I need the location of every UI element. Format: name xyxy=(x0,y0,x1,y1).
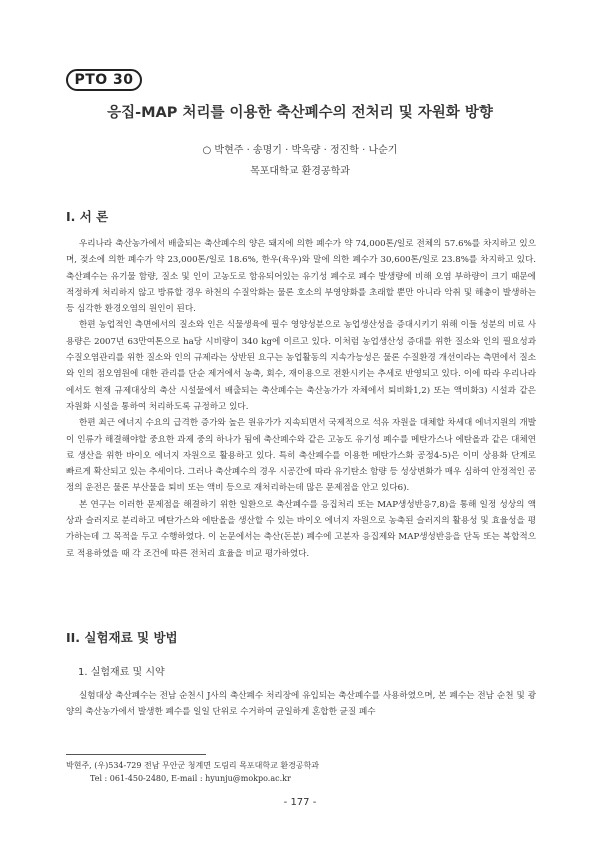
footnote-address: 박현주, (우)534-729 전남 무안군 청계면 도림리 목포대학교 환경공학과 xyxy=(66,761,320,770)
author-list: ○ 박현주 · 송명기 · 박욱량 · 정진학 · 나순기 xyxy=(202,145,398,156)
footnote-divider xyxy=(66,754,206,755)
paper-title: 응집-MAP 처리를 이용한 축산폐수의 전처리 및 자원화 방향 xyxy=(107,105,493,121)
affiliation: 목포대학교 환경공학과 xyxy=(250,166,350,177)
paragraph: 한편 농업적인 측면에서의 질소와 인은 식물생육에 필수 영양성분으로 농업생산성을 증대시키기 위해 이들 성분의 비료 사용량은 2007년 63만여톤으로 ha당 시비량이 340 kg에 이르고 있다. 이처럼 농업생산성 증대를 위한 질소와 인의 필요성과 수질오염관리를 위한 질소와 인의 규제라는 상반된 요구는 농업활동의 지속가능성은 물론 수질환경 개선이라는 측면에서 질소와 인의 점오염원에 대한 관리를 단순 제거에서 농축, 회수, 재이용으로 전환시키는 추세로 반영되고 있다. 이에 따라 우리나라에서도 현재 규제대상의 축산 시설물에서 배출되는 축산폐수는 축산농가가 자체에서 퇴비화1,2) 또는 액비화3) 시설과 같은 자원화 시설을 통하여 처리하도록 규정하고 있다. xyxy=(66,320,536,412)
session-badge: PTO 30 xyxy=(66,69,142,91)
page-number: - 177 - xyxy=(283,797,317,808)
footnote-contact: Tel : 061-450-2480, E-mail : hyunju@mokpo.ac.kr xyxy=(90,774,291,783)
paragraph: 한편 최근 에너지 수요의 급격한 증가와 높은 원유가가 지속되면서 국제적으로 석유 자원을 대체할 차세대 에너지원의 개발이 인류가 해결해야할 중요한 과제 중의 하나가 됨에 축산폐수와 같은 고농도 유기성 폐수를 메탄가스나 에탄올과 같은 대체연료 생산을 위한 바이오 에너지 자원으로 활용하고 있다. 특히 축산폐수를 이용한 메탄가스화 공정4-5)은 이미 상용화 단계로 빠르게 확산되고 있는 추세이다. 그러나 축산폐수의 경우 시공간에 따라 유기탄소 함량 등 성상변화가 매우 심하여 안정적인 공정의 운전은 물론 부산물을 퇴비 또는 액비 등으로 재처리하는데 많은 문제점을 안고 있다6). xyxy=(66,418,536,494)
introduction-body xyxy=(66,236,536,562)
paragraph: 실험대상 축산폐수는 전남 순천시 J사의 축산폐수 처리장에 유입되는 축산폐수를 사용하였으며, 본 폐수는 전남 순천 및 광양의 축산농가에서 발생한 폐수를 일일 단위로 수거하여 균일하게 혼합한 균질 폐수 xyxy=(66,691,536,718)
methods-body xyxy=(66,688,536,721)
paragraph: 우리나라 축산농가에서 배출되는 축산폐수의 양은 돼지에 의한 폐수가 약 74,000톤/일로 전체의 57.6%를 차지하고 있으며, 젖소에 의한 폐수가 약 23,000톤/일로 18.6%, 한우(육우)와 말에 의한 폐수가 30,600톤/일로 23.8%를 차지하고 있다. 축산폐수는 유기물 함량, 질소 및 인이 고농도로 함유되어있는 유기성 폐수로 폐수 발생량에 비해 오염 부하량이 크기 때문에 적정하게 처리하지 않고 방류할 경우 하천의 수질악화는 물론 호소의 부영양화를 초래할 뿐만 아니라 악취 및 해충이 발생하는 등 심각한 환경오염의 원인이 된다. xyxy=(66,239,536,315)
paragraph: 본 연구는 이러한 문제점을 해결하기 위한 일환으로 축산폐수를 응집처리 또는 MAP생성반응7,8)을 통해 일정 성상의 액상과 슬러지로 분리하고 메탄가스와 에탄올을 생산할 수 있는 바이오 에너지 자원으로 농축된 슬러지의 활용성 및 효율성을 평가하는데 그 목적을 두고 수행하였다. 이 논문에서는 축산(돈분) 폐수에 고분자 응집제와 MAP생성반응을 단독 또는 복합적으로 적용하였을 때 각 조건에 따른 전처리 효율을 비교 평가하였다. xyxy=(66,499,536,559)
section-heading-introduction: I. 서 론 xyxy=(66,209,109,224)
subsection-heading-materials: 1. 실험재료 및 시약 xyxy=(78,667,165,678)
section-heading-methods: II. 실험재료 및 방법 xyxy=(66,630,178,645)
